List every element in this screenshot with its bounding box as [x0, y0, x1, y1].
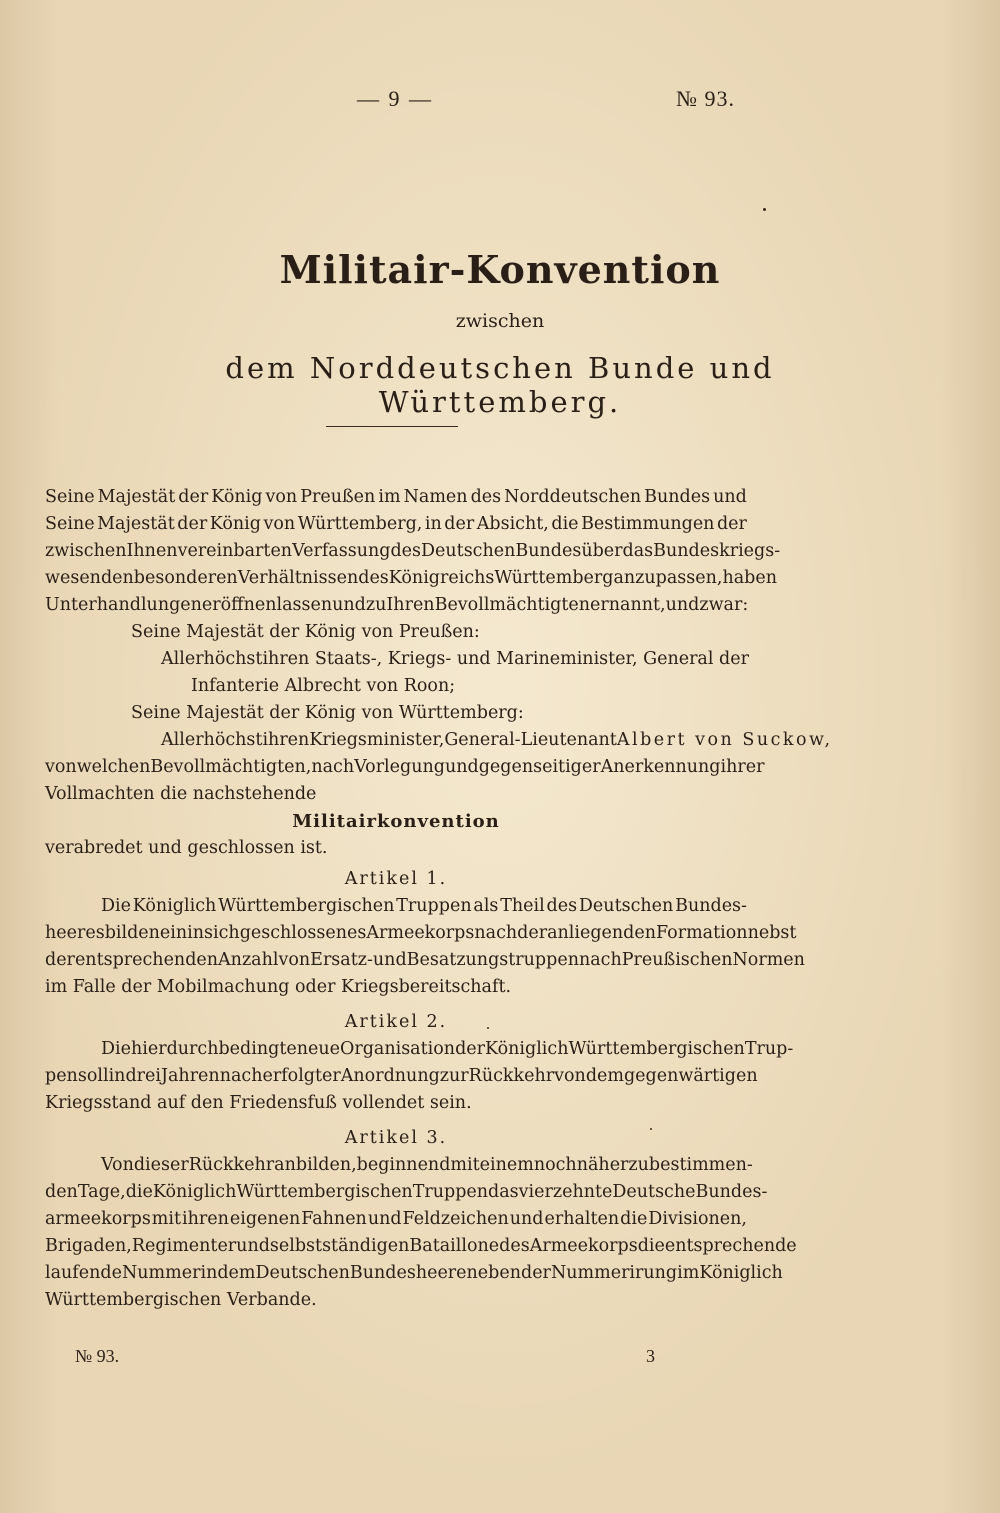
preamble-line — [45, 511, 747, 538]
word: Tage, — [77, 1182, 126, 1202]
word: der — [517, 923, 548, 943]
paper-speck — [763, 208, 766, 211]
word: Württembergischen — [218, 896, 395, 916]
word: drei — [125, 1066, 161, 1086]
word: Die — [101, 896, 131, 916]
article-line — [45, 1179, 768, 1206]
word: laufende — [45, 1263, 122, 1283]
word: zu — [365, 595, 387, 615]
word: Ersatz- — [310, 950, 373, 970]
article-last-line: Kriegsstand auf den Friedensfuß vollendet sein. — [45, 1093, 472, 1113]
word: und — [367, 1209, 402, 1229]
word: Theil — [500, 896, 545, 916]
preamble-paragraph — [45, 484, 781, 619]
word: Organisation — [339, 1039, 456, 1059]
word: zur — [439, 1066, 469, 1086]
word: Rückkehr — [468, 1066, 555, 1086]
article — [45, 1009, 794, 1117]
word: lassen — [276, 595, 333, 615]
word: hierdurch — [130, 1039, 219, 1059]
word: bedingte — [218, 1039, 297, 1059]
word: und — [332, 595, 366, 615]
word: Bataillone — [409, 1236, 500, 1256]
word: Armeekorps — [529, 1236, 638, 1256]
convention-heading: Militairkonvention — [292, 811, 500, 832]
word: und — [509, 1209, 544, 1229]
article-line — [45, 1063, 758, 1090]
header-document-number: № 93. — [676, 86, 735, 111]
article-heading: Artikel 3. — [344, 1128, 448, 1148]
word: ein — [159, 923, 188, 943]
word: zwischen — [45, 541, 127, 561]
title-parties: dem Norddeutschen Bunde und Württemberg. — [225, 351, 775, 419]
word: haben — [722, 568, 777, 588]
article-line — [45, 947, 805, 974]
document-body — [45, 484, 833, 1314]
word: Anordnung — [340, 1066, 440, 1086]
preamble-last-line: Vollmachten die nachstehende — [45, 784, 317, 804]
preamble-line — [45, 484, 747, 511]
word: des — [390, 541, 421, 561]
word: bilden, — [295, 1155, 357, 1175]
article-heading: Artikel 2. — [344, 1012, 448, 1032]
word: erhalten — [544, 1209, 620, 1229]
article-heading: Artikel 1. — [344, 869, 448, 889]
word: von — [45, 757, 77, 777]
page-number: — 9 — — [357, 86, 433, 111]
preamble-continuation-line — [45, 754, 765, 781]
word: Besatzungstruppen — [406, 950, 579, 970]
word: selbstständigen — [269, 1236, 410, 1256]
word: Bundes- — [675, 896, 747, 916]
word: Normen — [732, 950, 805, 970]
word: Allerhöchstihren — [161, 730, 310, 750]
word: Feldzeichen — [402, 1209, 509, 1229]
word: von — [265, 487, 298, 507]
word: von — [554, 1066, 586, 1086]
word: Königlich — [152, 1182, 237, 1202]
word: im — [677, 1263, 700, 1283]
footer-sheet-number: 3 — [646, 1346, 655, 1366]
word: anliegenden — [547, 923, 656, 943]
word: armeekorps — [45, 1209, 151, 1229]
word: zwar: — [699, 595, 749, 615]
word: Württembergischen — [236, 1182, 413, 1202]
prussia-delegate-line-2: Infanterie Albrecht von Roon; — [191, 676, 456, 696]
word: Deutschen — [421, 541, 516, 561]
word: nach — [578, 950, 622, 970]
word: beginnend — [356, 1155, 451, 1175]
footer-document-number: № 93. — [75, 1346, 120, 1366]
word: Preußen — [300, 487, 376, 507]
word: Bestimmungen — [581, 514, 715, 534]
article-line — [45, 893, 747, 920]
word: dem — [585, 1066, 624, 1086]
word: nach — [474, 923, 518, 943]
word: ernannt, — [590, 595, 666, 615]
word: der — [716, 514, 747, 534]
word: in — [108, 1066, 126, 1086]
word: nach — [311, 757, 355, 777]
word: Anzahl — [218, 950, 279, 970]
word: einem — [479, 1155, 534, 1175]
word: heeres — [45, 923, 105, 943]
word: General-Lieutenant — [444, 730, 617, 750]
word: welchen — [76, 757, 151, 777]
word: und — [444, 757, 479, 777]
word: geschlossenes — [239, 923, 367, 943]
word: als — [473, 896, 499, 916]
word: wesen — [45, 568, 101, 588]
word: zu — [628, 1155, 649, 1175]
word: nach — [219, 1066, 263, 1086]
word: der — [521, 1263, 551, 1283]
word: entsprechenden — [74, 950, 219, 970]
word: bilden — [104, 923, 160, 943]
preamble-continuation — [45, 754, 765, 781]
word: die — [637, 1236, 665, 1256]
word: Verhältnissen — [237, 568, 359, 588]
preamble-line — [45, 565, 777, 592]
word: Fahnen — [301, 1209, 367, 1229]
word: Bevollmächtigten, — [150, 757, 312, 777]
word: in — [200, 1263, 218, 1283]
word: Württemberg — [494, 568, 614, 588]
word: Württemberg, — [297, 514, 423, 534]
word: pen — [45, 1066, 78, 1086]
word: das — [488, 1182, 519, 1202]
paper-speck — [487, 1027, 489, 1029]
article — [45, 1125, 797, 1314]
word: Deutschen — [255, 1263, 350, 1283]
word: Ihren — [386, 595, 435, 615]
word: Verfassung — [292, 541, 391, 561]
article-line — [45, 920, 797, 947]
word: eröffnen — [201, 595, 277, 615]
word: des — [358, 568, 389, 588]
word: im — [378, 487, 401, 507]
word: Kriegsminister, — [309, 730, 445, 750]
article-line — [45, 1206, 747, 1233]
word: Bundeskriegs- — [653, 541, 781, 561]
word: Deutschen — [578, 896, 674, 916]
word: und — [236, 1236, 270, 1256]
word: über — [581, 541, 623, 561]
word: der — [45, 950, 75, 970]
word: an — [274, 1155, 296, 1175]
word: Norddeutschen — [504, 487, 642, 507]
word: näher — [576, 1155, 629, 1175]
word: Königlich — [699, 1263, 783, 1283]
word: Namen — [403, 487, 468, 507]
paper-speck — [650, 1128, 652, 1130]
word: ihren — [182, 1209, 229, 1229]
word: in — [424, 514, 442, 534]
word: erfolgter — [262, 1066, 341, 1086]
word: bestimmen- — [648, 1155, 753, 1175]
word: und — [713, 487, 747, 507]
word: Albert von Suckow, — [616, 730, 833, 750]
article — [45, 866, 805, 1001]
title-connector: zwischen — [455, 310, 545, 332]
word: Truppen — [396, 896, 472, 916]
word: Seine — [45, 487, 95, 507]
word: von — [278, 950, 311, 970]
word: Nummer — [121, 1263, 201, 1283]
word: und — [372, 950, 407, 970]
preamble-closing: verabredet und geschlossen ist. — [45, 838, 328, 858]
word: Seine — [45, 514, 95, 534]
word: Bundes — [644, 487, 711, 507]
page-header — [0, 86, 1000, 116]
preamble-line — [45, 538, 781, 565]
prussia-delegate-line-1: Allerhöchstihren Staats-, Kriegs- und Marineminister, General der — [161, 649, 749, 669]
word: Rückkehr — [188, 1155, 275, 1175]
word: Regimenter — [131, 1236, 237, 1256]
word: ihrer — [720, 757, 765, 777]
word: Brigaden, — [45, 1236, 132, 1256]
word: anzupassen, — [613, 568, 723, 588]
word: des — [546, 896, 578, 916]
word: und — [665, 595, 700, 615]
word: König — [209, 514, 261, 534]
word: Formation — [656, 923, 748, 943]
word: dem — [217, 1263, 256, 1283]
word: Trup- — [744, 1039, 794, 1059]
word: der — [444, 514, 475, 534]
article-line — [45, 1260, 783, 1287]
word: Preußischen — [621, 950, 733, 970]
word: die — [551, 514, 579, 534]
word: mit — [450, 1155, 480, 1175]
word: vierzehnte — [518, 1182, 613, 1202]
word: Deutsche — [612, 1182, 696, 1202]
word: den — [45, 1182, 78, 1202]
word: Vorlegung — [354, 757, 445, 777]
word: Jahren — [160, 1066, 220, 1086]
word: Königlich — [485, 1039, 569, 1059]
word: Divisionen, — [648, 1209, 747, 1229]
word: Bundes — [515, 541, 582, 561]
prussia-label: Seine Majestät der König von Preußen: — [131, 622, 480, 642]
word: Majestät — [97, 487, 176, 507]
article-line — [45, 1233, 797, 1260]
word: eigenen — [229, 1209, 301, 1229]
word: Königreichs — [388, 568, 495, 588]
word: Majestät — [97, 514, 175, 534]
word: den — [100, 568, 134, 588]
word: Bevollmächtigten — [434, 595, 591, 615]
word: Armeekorps — [366, 923, 475, 943]
document-title: Militair-Konvention — [279, 247, 721, 292]
wuerttemberg-label: Seine Majestät der König von Württemberg: — [131, 703, 524, 723]
word: neue — [296, 1039, 340, 1059]
word: entsprechende — [664, 1236, 797, 1256]
article-last-line: im Falle der Mobilmachung oder Kriegsbereitschaft. — [45, 977, 512, 997]
word: neben — [466, 1263, 521, 1283]
word: mit — [151, 1209, 182, 1229]
wuerttemberg-delegate — [45, 727, 833, 754]
title-divider — [326, 426, 458, 427]
word: der — [177, 514, 208, 534]
word: Truppen — [412, 1182, 489, 1202]
word: Anerkennung — [600, 757, 721, 777]
word: Die — [101, 1039, 131, 1059]
article-line — [45, 1036, 794, 1063]
article-line — [45, 1152, 753, 1179]
word: Bundes- — [695, 1182, 768, 1202]
word: das — [622, 541, 654, 561]
word: von — [263, 514, 296, 534]
word: vereinbarten — [177, 541, 293, 561]
word: der — [178, 487, 209, 507]
word: die — [125, 1182, 153, 1202]
article-last-line: Württembergischen Verbande. — [45, 1290, 317, 1310]
word: Königlich — [132, 896, 217, 916]
word: gegenseitiger — [478, 757, 601, 777]
word: der — [455, 1039, 485, 1059]
word: soll — [77, 1066, 109, 1086]
word: Unterhandlungen — [45, 595, 202, 615]
word: des — [470, 487, 502, 507]
word: in — [187, 923, 205, 943]
word: Württembergischen — [568, 1039, 745, 1059]
word: Absicht, — [476, 514, 549, 534]
word: sich — [204, 923, 240, 943]
word: nebst — [747, 923, 797, 943]
word: die — [620, 1209, 648, 1229]
word: besonderen — [133, 568, 238, 588]
articles-section — [45, 866, 805, 1314]
word: König — [211, 487, 263, 507]
word: gegenwärtigen — [623, 1066, 758, 1086]
word: noch — [533, 1155, 577, 1175]
word: des — [499, 1236, 530, 1256]
word: Ihnen — [126, 541, 178, 561]
word: Bundesheere — [349, 1263, 467, 1283]
preamble-line — [45, 592, 747, 619]
word: Von — [101, 1155, 134, 1175]
word: Nummerirung — [550, 1263, 678, 1283]
word: dieser — [133, 1155, 189, 1175]
